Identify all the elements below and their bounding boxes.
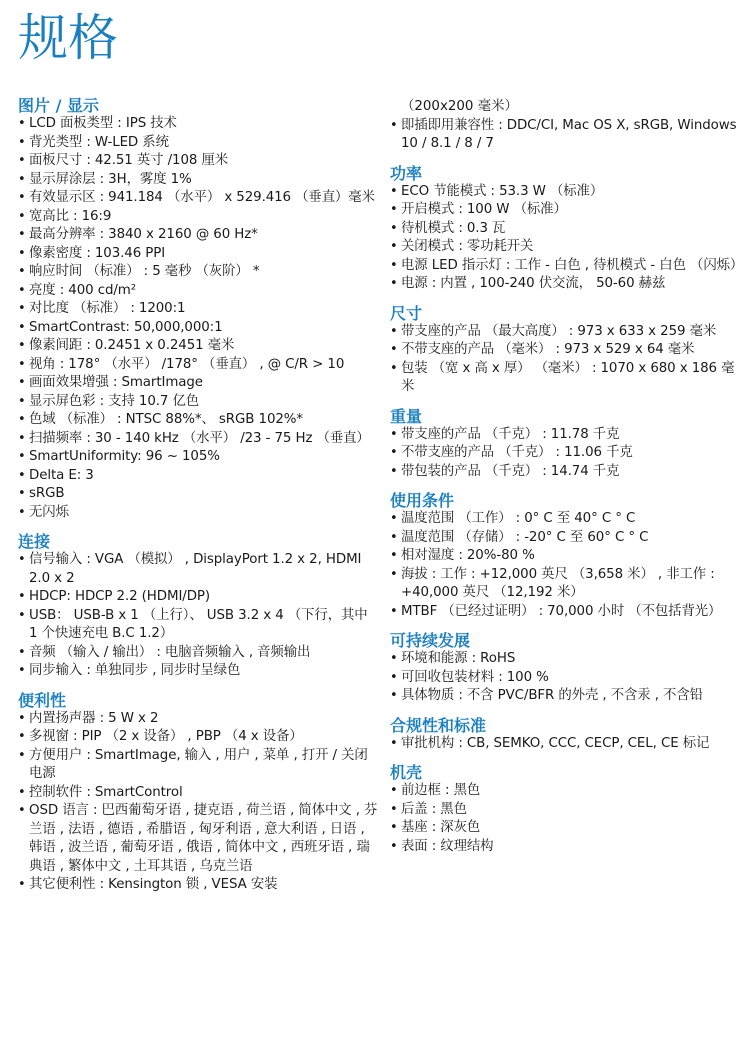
- spec-item: • USB： USB-B x 1 （上行）、 USB 3.2 x 4 （下行，其中 1 个快速充电 B.C 1.2）: [18, 607, 378, 644]
- spec-list: [390, 735, 746, 754]
- section-cabinet: [390, 763, 746, 856]
- section-picture-display: [18, 96, 378, 522]
- spec-item: • 温度范围 （工作） : 0° C 至 40° C ° C: [390, 510, 746, 529]
- section-title: 可持续发展: [390, 631, 471, 650]
- spec-item: • Delta E: 3: [18, 467, 378, 486]
- section-connectivity: [18, 532, 378, 681]
- spec-item: • sRGB: [18, 485, 378, 504]
- page-title: 规格: [18, 9, 118, 67]
- section-title: 机壳: [390, 763, 423, 782]
- spec-item: • 带支座的产品 （最大高度） : 973 x 633 x 259 毫米: [390, 323, 746, 342]
- spec-list: [18, 710, 378, 895]
- spec-item: • 具体物质 : 不含 PVC/BFR 的外壳 , 不含汞 , 不含铅: [390, 687, 746, 706]
- spec-list: [390, 323, 746, 397]
- spec-item: • 面板尺寸 : 42.51 英寸 /108 厘米: [18, 152, 378, 171]
- section-operating-conditions: [390, 491, 746, 621]
- spec-item: • 电源 : 内置 , 100-240 伏交流， 50-60 赫兹: [390, 275, 746, 294]
- spec-item: • 无闪烁: [18, 504, 378, 523]
- section-title: 连接: [18, 532, 51, 551]
- section-title: 重量: [390, 406, 423, 426]
- spec-item: • 环境和能源 : RoHS: [390, 650, 746, 669]
- spec-item: • 相对湿度 : 20%-80 %: [390, 547, 746, 566]
- spec-item: • 基座 : 深灰色: [390, 819, 746, 838]
- section-convenience: [18, 691, 378, 895]
- spec-item: • 扫描频率 : 30 - 140 kHz （水平） /23 - 75 Hz （垂直）: [18, 430, 378, 449]
- section-dimensions: [390, 304, 746, 397]
- section-power: [390, 164, 746, 294]
- spec-item: • 后盖 : 黑色: [390, 801, 746, 820]
- spec-item: • 温度范围 （存储） : -20° C 至 60° C ° C: [390, 529, 746, 548]
- spec-list: [390, 117, 746, 154]
- spec-item: • 电源 LED 指示灯 : 工作 - 白色 , 待机模式 - 白色 （闪烁）: [390, 257, 746, 276]
- spec-item: • 对比度 （标准） : 1200:1: [18, 300, 378, 319]
- spec-list: [390, 426, 746, 482]
- left-column: [18, 96, 378, 905]
- spec-item: • 审批机构 : CB, SEMKO, CCC, CECP, CEL, CE 标记: [390, 735, 746, 754]
- spec-item: • 表面 : 纹理结构: [390, 838, 746, 857]
- spec-item: • 色域 （标准） : NTSC 88%*、 sRGB 102%*: [18, 411, 378, 430]
- spec-item: • 宽高比 : 16:9: [18, 208, 378, 227]
- spec-list: [390, 782, 746, 856]
- spec-item: • 亮度 : 400 cd/m²: [18, 282, 378, 301]
- right-column: [390, 98, 746, 866]
- spec-item: • 其它便利性 : Kensington 锁 , VESA 安装: [18, 876, 378, 895]
- spec-item: • LCD 面板类型 : IPS 技术: [18, 115, 378, 134]
- spec-item: • 带支座的产品 （千克） : 11.78 千克: [390, 426, 746, 445]
- spec-item: • 像素密度 : 103.46 PPI: [18, 245, 378, 264]
- spec-item: • 包装 （宽 x 高 x 厚） （毫米） : 1070 x 680 x 186 毫米: [390, 360, 746, 397]
- section-title: 尺寸: [390, 303, 423, 323]
- spec-item: • HDCP: HDCP 2.2 (HDMI/DP): [18, 588, 378, 607]
- spec-item: • 最高分辨率 : 3840 x 2160 @ 60 Hz*: [18, 226, 378, 245]
- continued-text: （200x200 毫米）: [401, 99, 518, 114]
- section-sustainability: [390, 631, 746, 706]
- section-compliance: [390, 716, 746, 754]
- spec-item: • 控制软件 : SmartControl: [18, 784, 378, 803]
- spec-item: • 开启模式 : 100 W （标准）: [390, 201, 746, 220]
- section-title: 使用条件: [390, 491, 455, 510]
- spec-item: • 音频 （输入 / 输出） : 电脑音频输入 , 音频输出: [18, 644, 378, 663]
- spec-item: • 不带支座的产品 （毫米） : 973 x 529 x 64 毫米: [390, 341, 746, 360]
- spec-item: • 背光类型 : W-LED 系统: [18, 134, 378, 153]
- spec-item: • 同步输入 : 单独同步 , 同步时呈绿色: [18, 662, 378, 681]
- spec-item: • 响应时间 （标准） : 5 毫秒 （灰阶） *: [18, 263, 378, 282]
- spec-item: • 内置扬声器 : 5 W x 2: [18, 710, 378, 729]
- spec-item: • ECO 节能模式 : 53.3 W （标准）: [390, 183, 746, 202]
- section-weight: [390, 407, 746, 482]
- spec-list: [390, 510, 746, 621]
- spec-item: • OSD 语言 : 巴西葡萄牙语 , 捷克语 , 荷兰语 , 简体中文 , 芬兰语 , 法语 , 德语 , 希腊语 , 匈牙利语 , 意大利语 , 日语 , 韩语 , 波兰语 , 葡萄牙语 , 俄语 , 简体中文 , 西班牙语 , 瑞典语 , 繁体中文 , 土耳其语 , 乌克兰语: [18, 802, 378, 876]
- spec-item: • SmartUniformity: 96 ~ 105%: [18, 448, 378, 467]
- spec-list: [390, 650, 746, 706]
- spec-item: • 关闭模式 : 零功耗开关: [390, 238, 746, 257]
- spec-item: • 海拔 : 工作 : +12,000 英尺 （3,658 米） , 非工作 : +40,000 英尺 （12,192 米）: [390, 566, 746, 603]
- spec-list: [390, 183, 746, 294]
- section-title: 合规性和标准: [390, 715, 487, 735]
- section-title: 功率: [390, 163, 423, 183]
- spec-list: [18, 551, 378, 681]
- spec-item: • 方便用户 : SmartImage, 输入 , 用户 , 菜单 , 打开 / 关闭电源: [18, 747, 378, 784]
- spec-item: • 像素间距 : 0.2451 x 0.2451 毫米: [18, 337, 378, 356]
- spec-item: • 可回收包装材料 : 100 %: [390, 669, 746, 688]
- section-title: 图片 / 显示: [18, 96, 99, 115]
- spec-item: • 前边框 : 黑色: [390, 782, 746, 801]
- spec-item: • 显示屏涂层 : 3H，雾度 1%: [18, 171, 378, 190]
- spec-item: • 待机模式 : 0.3 瓦: [390, 220, 746, 239]
- spec-item: • 显示屏色彩 : 支持 10.7 亿色: [18, 393, 378, 412]
- spec-item: • 视角 : 178° （水平） /178° （垂直） , @ C/R > 10: [18, 356, 378, 375]
- spec-list: [18, 115, 378, 522]
- spec-item: • 不带支座的产品 （千克） : 11.06 千克: [390, 444, 746, 463]
- spec-item: • 带包装的产品 （千克） : 14.74 千克: [390, 463, 746, 482]
- spec-item: • 即插即用兼容性 : DDC/CI, Mac OS X, sRGB, Windows 10 / 8.1 / 8 / 7: [390, 117, 746, 154]
- spec-item: • 画面效果增强 : SmartImage: [18, 374, 378, 393]
- spec-item: • MTBF （已经过证明） : 70,000 小时 （不包括背光）: [390, 603, 746, 622]
- section-title: 便利性: [18, 690, 67, 710]
- spec-item: • 信号输入 : VGA （模拟） , DisplayPort 1.2 x 2, HDMI 2.0 x 2: [18, 551, 378, 588]
- spec-item: • 有效显示区 : 941.184 （水平） x 529.416 （垂直）毫米: [18, 189, 378, 208]
- spec-item: • SmartContrast: 50,000,000:1: [18, 319, 378, 338]
- spec-item: • 多视窗 : PIP （2 x 设备） , PBP （4 x 设备）: [18, 728, 378, 747]
- section-convenience-continued: [390, 98, 746, 154]
